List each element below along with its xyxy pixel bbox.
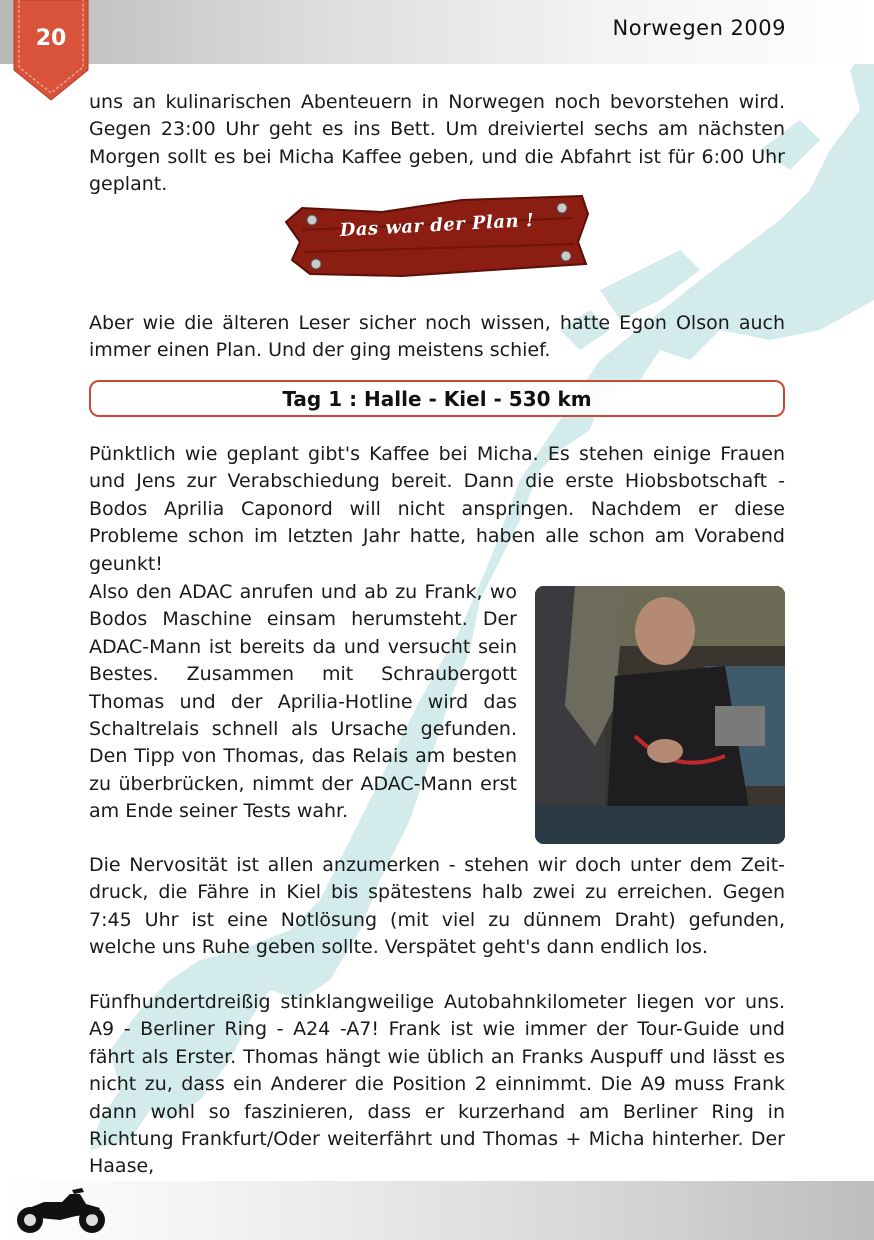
- sign-text: Das war der Plan !: [339, 209, 535, 242]
- paragraph-2: Aber wie die älteren Leser sicher noch wissen, hatte Egon Olson auch immer einen Plan. Und der ging meistens schief.: [89, 312, 785, 362]
- paragraph-1: uns an kulinarischen Abenteuern in Norwegen noch bevorstehen wird. Gegen 23:00 Uhr geht es ins Bett. Um dreiviertel sechs am nächsten Morgen sollt es bei Micha Kaffee geben, und die Abfahrt ist für 6:00 Uhr geplant.: [89, 91, 785, 196]
- paragraph-3: Pünktlich wie geplant gibt's Kaffee bei Micha. Es stehen einige Frauen und Jens zur Verabschiedung bereit. Dann die erste Hiobsbotschaft - Bodos Aprilia Caponord will nicht anspringen. Nachdem er diese Probleme schon im letzten Jahr hatte, haben alle schon am Vorabend geunkt!: [89, 443, 785, 575]
- page-badge-icon: [10, 0, 92, 104]
- page-title: Norwegen 2009: [612, 16, 786, 40]
- paragraph-5: Die Nervosität ist allen anzumerken - stehen wir doch unter dem Zeit-druck, die Fähre in Kiel bis spätestens halb zwei zu erreichen. Gegen 7:45 Uhr ist eine Notlösung (mit viel zu dünnem Draht) gefunden, welche uns Ruhe geben sollte. Verspätet geht's dann endlich los.: [89, 854, 785, 959]
- paragraph-6: Fünfhundertdreißig stinklangweilige Autobahnkilometer liegen vor uns. A9 - Berliner Ring - A24 -A7! Frank ist wie immer der Tour-Guide und fährt als Erster. Thomas hängt wie üblich an Franks Auspuff und lässt es nicht zu, dass ein Anderer die Position 2 einnimmt. Die A9 muss Frank dann wohl so faszinieren, dass er kurzerhand am Berliner Ring in Richtung Frankfurt/Oder weiterfährt und Thomas + Micha hinterher. Der Haase,: [89, 991, 785, 1178]
- paragraph-4: Also den ADAC anrufen und ab zu Frank, wo Bodos Maschine einsam herumsteht. Der ADAC-Mann ist bereits da und versucht sein Bestes. Zusammen mit Schraubergott Thomas und der Aprilia-Hotline wird das Schaltrelais schnell als Ursache gefunden. Den Tipp von Thomas, das Relais am besten zu überbrücken, nimmt der ADAC-Mann erst am Ende seiner Tests wahr.: [89, 581, 517, 823]
- motorcycle-icon: [10, 1186, 110, 1236]
- day-heading: Tag 1 : Halle - Kiel - 530 km: [89, 380, 785, 417]
- repair-photo-illustration: [535, 586, 785, 844]
- page-number: 20: [35, 26, 67, 51]
- repair-photo: [535, 586, 785, 844]
- footer-bar: [0, 1181, 874, 1240]
